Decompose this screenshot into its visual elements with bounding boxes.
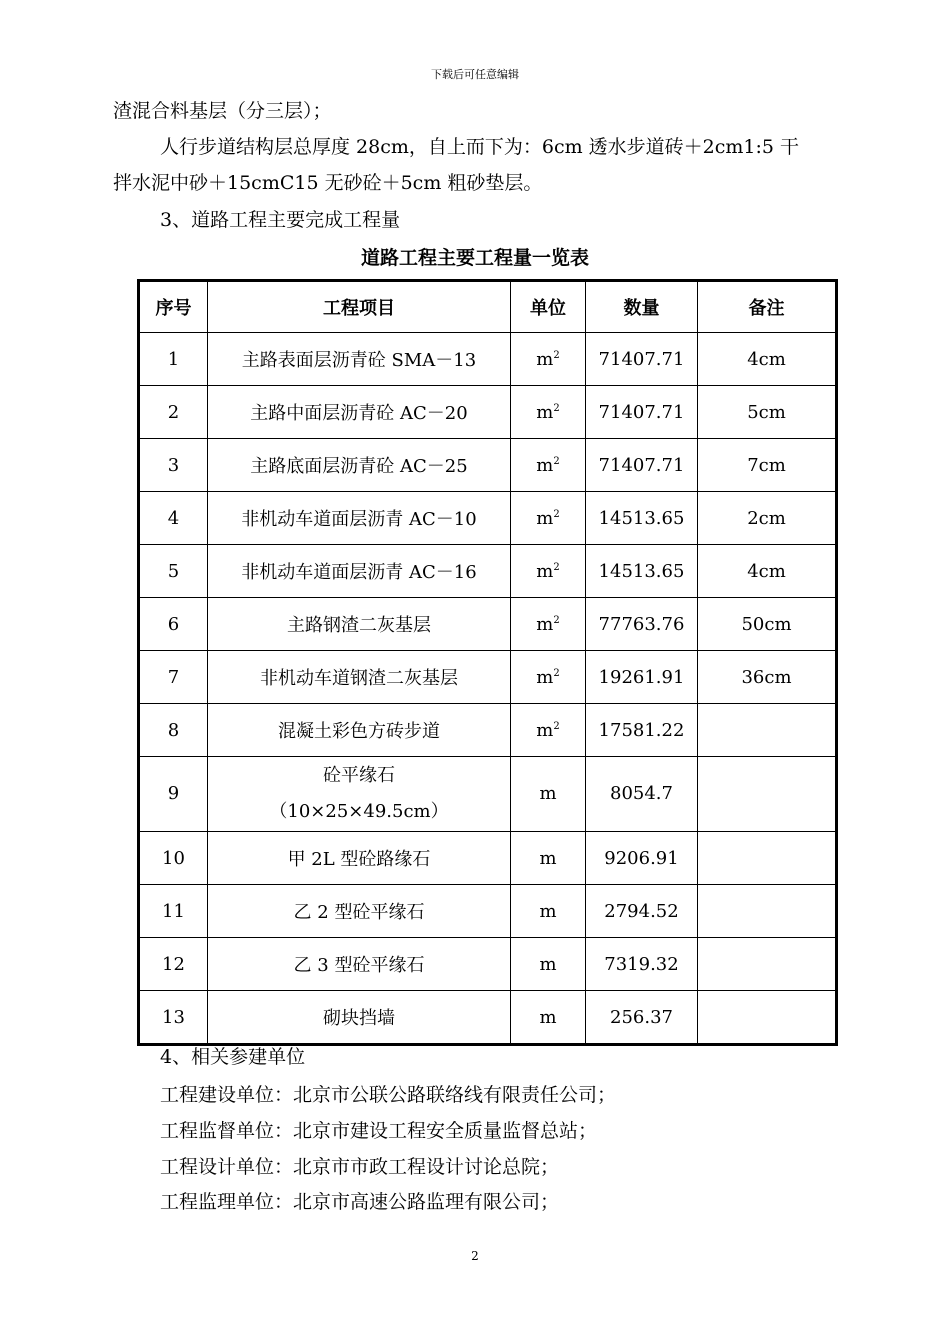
header-unit: 单位 xyxy=(511,281,586,333)
cell-note xyxy=(698,832,837,885)
cell-no: 3 xyxy=(139,439,208,492)
unit-text: m xyxy=(536,507,554,529)
table-row xyxy=(139,598,837,651)
cell-unit xyxy=(511,885,586,938)
design-unit: 工程设计单位：北京市市政工程设计讨论总院； xyxy=(160,1156,560,1178)
cell-unit xyxy=(511,386,586,439)
cell-quantity: 7319.32 xyxy=(586,938,698,991)
unit-superscript: 2 xyxy=(553,667,560,679)
cell-note: 36cm xyxy=(698,651,837,704)
header-note: 备注 xyxy=(698,281,837,333)
item-name: 乙 3 型砼平缘石 xyxy=(293,955,425,976)
cell-item xyxy=(208,492,511,545)
cell-quantity: 2794.52 xyxy=(586,885,698,938)
cell-item xyxy=(208,651,511,704)
cell-quantity: 71407.71 xyxy=(586,386,698,439)
table-title: 道路工程主要工程量一览表 xyxy=(360,247,589,269)
unit-superscript: 2 xyxy=(553,402,560,414)
cell-no: 9 xyxy=(139,757,208,832)
unit-text: m xyxy=(539,847,557,869)
cell-no: 12 xyxy=(139,938,208,991)
cell-item xyxy=(208,832,511,885)
header-item: 工程项目 xyxy=(208,281,511,333)
cell-note xyxy=(698,938,837,991)
cell-quantity: 14513.65 xyxy=(586,545,698,598)
paragraph-2: 人行步道结构层总厚度 28cm，自上而下为：6cm 透水步道砖＋2cm1:5 干 xyxy=(160,136,800,158)
cell-quantity: 71407.71 xyxy=(586,333,698,386)
cell-no: 5 xyxy=(139,545,208,598)
table-row xyxy=(139,333,837,386)
cell-no: 1 xyxy=(139,333,208,386)
header-quantity: 数量 xyxy=(586,281,698,333)
cell-note: 4cm xyxy=(698,545,837,598)
item-name: 非机动车道面层沥青 AC－10 xyxy=(241,509,477,530)
unit-text: m xyxy=(536,666,554,688)
unit-text: m xyxy=(536,613,554,635)
cell-note: 5cm xyxy=(698,386,837,439)
cell-quantity: 8054.7 xyxy=(586,757,698,832)
cell-quantity: 17581.22 xyxy=(586,704,698,757)
item-name: 砌块挡墙 xyxy=(323,1008,395,1029)
item-name: 主路中面层沥青砼 AC－20 xyxy=(250,403,468,424)
cell-note: 2cm xyxy=(698,492,837,545)
section-4-heading: 4、相关参建单位 xyxy=(160,1046,306,1068)
table-row xyxy=(139,651,837,704)
table-row xyxy=(139,704,837,757)
section-3-heading: 3、道路工程主要完成工程量 xyxy=(160,209,401,231)
unit-text: m xyxy=(536,560,554,582)
page-number: 2 xyxy=(471,1249,479,1263)
cell-unit xyxy=(511,757,586,832)
unit-superscript: 2 xyxy=(553,561,560,573)
unit-superscript: 2 xyxy=(553,720,560,732)
item-spec: （10×25×49.5cm） xyxy=(269,801,449,822)
item-name: 甲 2L 型砼路缘石 xyxy=(287,849,431,870)
table-row xyxy=(139,386,837,439)
cell-unit xyxy=(511,938,586,991)
cell-item xyxy=(208,885,511,938)
header-no: 序号 xyxy=(139,281,208,333)
cell-note: 4cm xyxy=(698,333,837,386)
unit-text: m xyxy=(539,1006,557,1028)
table-row xyxy=(139,991,837,1045)
table-row xyxy=(139,832,837,885)
cell-item xyxy=(208,439,511,492)
unit-text: m xyxy=(536,454,554,476)
cell-no: 13 xyxy=(139,991,208,1045)
cell-note xyxy=(698,885,837,938)
cell-item xyxy=(208,333,511,386)
cell-quantity: 9206.91 xyxy=(586,832,698,885)
cell-quantity: 71407.71 xyxy=(586,439,698,492)
paragraph-1: 渣混合料基层（分三层）； xyxy=(113,100,332,122)
monitoring-unit: 工程监理单位：北京市高速公路监理有限公司； xyxy=(160,1191,560,1213)
cell-quantity: 256.37 xyxy=(586,991,698,1045)
cell-item xyxy=(208,598,511,651)
cell-unit xyxy=(511,545,586,598)
cell-unit xyxy=(511,651,586,704)
unit-superscript: 2 xyxy=(553,614,560,626)
cell-unit xyxy=(511,492,586,545)
unit-text: m xyxy=(536,719,554,741)
construction-unit: 工程建设单位：北京市公联公路联络线有限责任公司； xyxy=(160,1084,617,1106)
quantity-table xyxy=(137,279,838,1046)
item-name: 乙 2 型砼平缘石 xyxy=(293,902,425,923)
unit-superscript: 2 xyxy=(553,508,560,520)
table-row xyxy=(139,938,837,991)
unit-text: m xyxy=(536,348,554,370)
cell-unit xyxy=(511,333,586,386)
table-row xyxy=(139,757,837,832)
item-name: 非机动车道钢渣二灰基层 xyxy=(260,668,458,689)
cell-item xyxy=(208,757,511,832)
unit-text: m xyxy=(539,900,557,922)
cell-item xyxy=(208,545,511,598)
cell-note: 50cm xyxy=(698,598,837,651)
cell-unit xyxy=(511,704,586,757)
cell-no: 8 xyxy=(139,704,208,757)
cell-note xyxy=(698,991,837,1045)
cell-no: 6 xyxy=(139,598,208,651)
unit-superscript: 2 xyxy=(553,349,560,361)
cell-no: 7 xyxy=(139,651,208,704)
cell-quantity: 14513.65 xyxy=(586,492,698,545)
cell-quantity: 77763.76 xyxy=(586,598,698,651)
cell-unit xyxy=(511,598,586,651)
item-name: 主路钢渣二灰基层 xyxy=(287,615,431,636)
cell-quantity: 19261.91 xyxy=(586,651,698,704)
unit-text: m xyxy=(536,401,554,423)
cell-unit xyxy=(511,832,586,885)
page-header: 下载后可任意编辑 xyxy=(431,68,519,81)
unit-text: m xyxy=(539,783,557,804)
item-name: 非机动车道面层沥青 AC－16 xyxy=(241,562,477,583)
cell-no: 2 xyxy=(139,386,208,439)
paragraph-3: 拌水泥中砂＋15cmC15 无砂砼＋5cm 粗砂垫层。 xyxy=(113,172,543,194)
cell-no: 4 xyxy=(139,492,208,545)
cell-note: 7cm xyxy=(698,439,837,492)
table-row xyxy=(139,545,837,598)
table-header-row xyxy=(139,281,837,333)
cell-no: 10 xyxy=(139,832,208,885)
table-row xyxy=(139,439,837,492)
cell-item xyxy=(208,938,511,991)
unit-superscript: 2 xyxy=(553,455,560,467)
cell-unit xyxy=(511,991,586,1045)
cell-item xyxy=(208,991,511,1045)
item-name: 主路表面层沥青砼 SMA－13 xyxy=(241,350,477,371)
cell-item xyxy=(208,386,511,439)
cell-note xyxy=(698,704,837,757)
cell-item xyxy=(208,704,511,757)
item-name: 混凝土彩色方砖步道 xyxy=(278,721,440,742)
supervision-unit: 工程监督单位：北京市建设工程安全质量监督总站； xyxy=(160,1120,598,1142)
table-row xyxy=(139,492,837,545)
table-row xyxy=(139,885,837,938)
cell-note xyxy=(698,757,837,832)
cell-unit xyxy=(511,439,586,492)
item-name: 主路底面层沥青砼 AC－25 xyxy=(250,456,468,477)
cell-no: 11 xyxy=(139,885,208,938)
item-name: 砼平缘石 xyxy=(323,765,395,786)
unit-text: m xyxy=(539,953,557,975)
